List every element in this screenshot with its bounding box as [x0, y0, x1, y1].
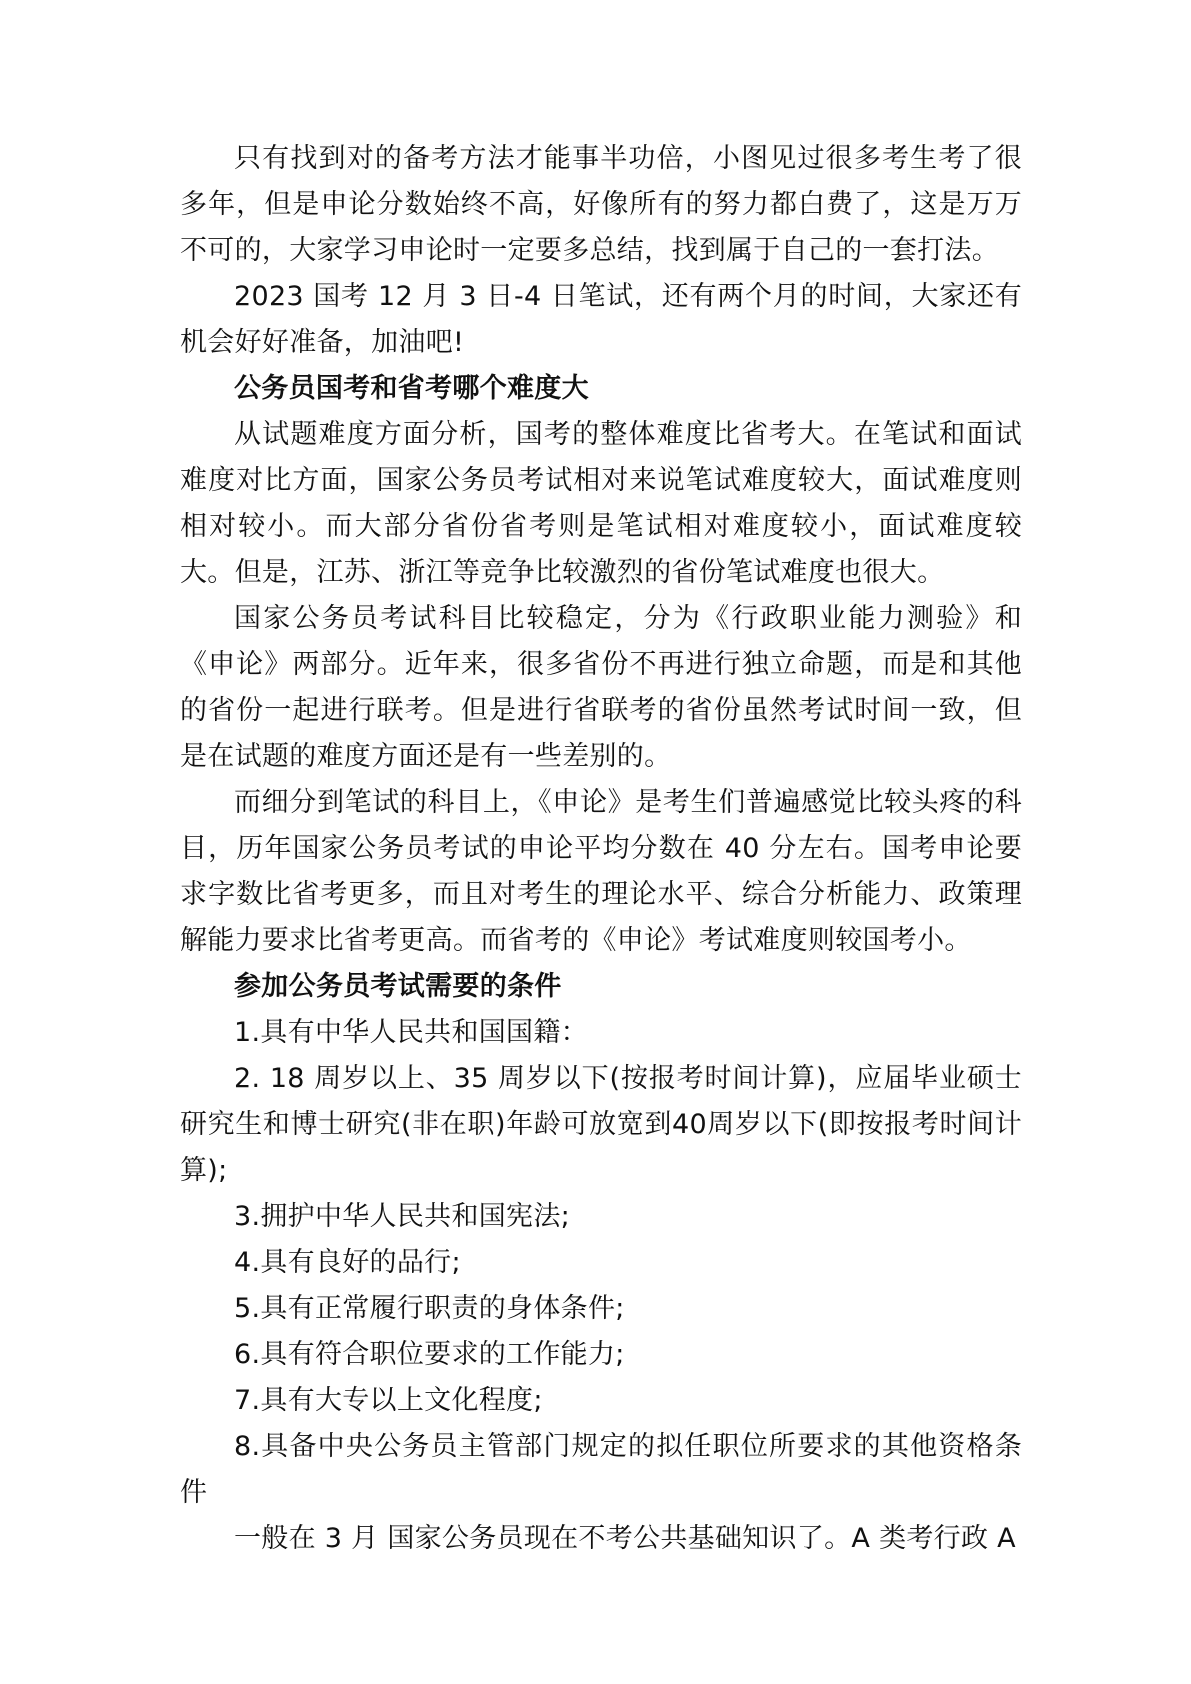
heading-difficulty: 公务员国考和省考哪个难度大 [234, 373, 589, 404]
condition-item: 1.具有中华人民共和国国籍： [234, 1017, 588, 1048]
paragraph-exam-schedule: 一般在 3 月 国家公务员现在不考公共基础知识了。A 类考行政 A [234, 1523, 1016, 1554]
conditions-list [180, 1010, 1022, 1516]
paragraph-study-method: 只有找到对的备考方法才能事半功倍，小图见过很多考生考了很多年，但是申论分数始终不高，好像所有的努力都白费了，这是万万不可的，大家学习申论时一定要多总结，找到属于自己的一套打法。 [180, 143, 1022, 266]
condition-item: 7.具有大专以上文化程度; [234, 1385, 543, 1416]
condition-item: 6.具有符合职位要求的工作能力; [234, 1339, 625, 1370]
condition-item: 8.具备中央公务员主管部门规定的拟任职位所要求的其他资格条件 [180, 1431, 1022, 1508]
paragraph-shenlun: 而细分到笔试的科目上，《申论》是考生们普遍感觉比较头疼的科目，历年国家公务员考试的申论平均分数在 40 分左右。国考申论要求字数比省考更多，而且对考生的理论水平、综合分析能力、政策理解能力要求比省考更高。而省考的《申论》考试难度则较国考小。 [180, 787, 1022, 956]
paragraph-exam-date: 2023 国考 12 月 3 日-4 日笔试，还有两个月的时间，大家还有机会好好准备，加油吧! [180, 281, 1022, 358]
condition-item: 4.具有良好的品行; [234, 1247, 461, 1278]
paragraph-difficulty-analysis: 从试题难度方面分析，国考的整体难度比省考大。在笔试和面试难度对比方面，国家公务员考试相对来说笔试难度较大，面试难度则相对较小。而大部分省份省考则是笔试相对难度较小，面试难度较大。但是，江苏、浙江等竞争比较激烈的省份笔试难度也很大。 [180, 419, 1022, 588]
condition-item: 2. 18 周岁以上、35 周岁以下(按报考时间计算)，应届毕业硕士研究生和博士研究(非在职)年龄可放宽到40周岁以下(即按报考时间计算); [180, 1063, 1022, 1186]
paragraph-exam-subjects: 国家公务员考试科目比较稳定，分为《行政职业能力测验》和《申论》两部分。近年来，很多省份不再进行独立命题，而是和其他的省份一起进行联考。但是进行省联考的省份虽然考试时间一致，但是在试题的难度方面还是有一些差别的。 [180, 603, 1022, 772]
heading-conditions: 参加公务员考试需要的条件 [234, 971, 562, 1002]
condition-item: 5.具有正常履行职责的身体条件; [234, 1293, 625, 1324]
document-body [180, 136, 1022, 1562]
condition-item: 3.拥护中华人民共和国宪法; [234, 1201, 571, 1232]
